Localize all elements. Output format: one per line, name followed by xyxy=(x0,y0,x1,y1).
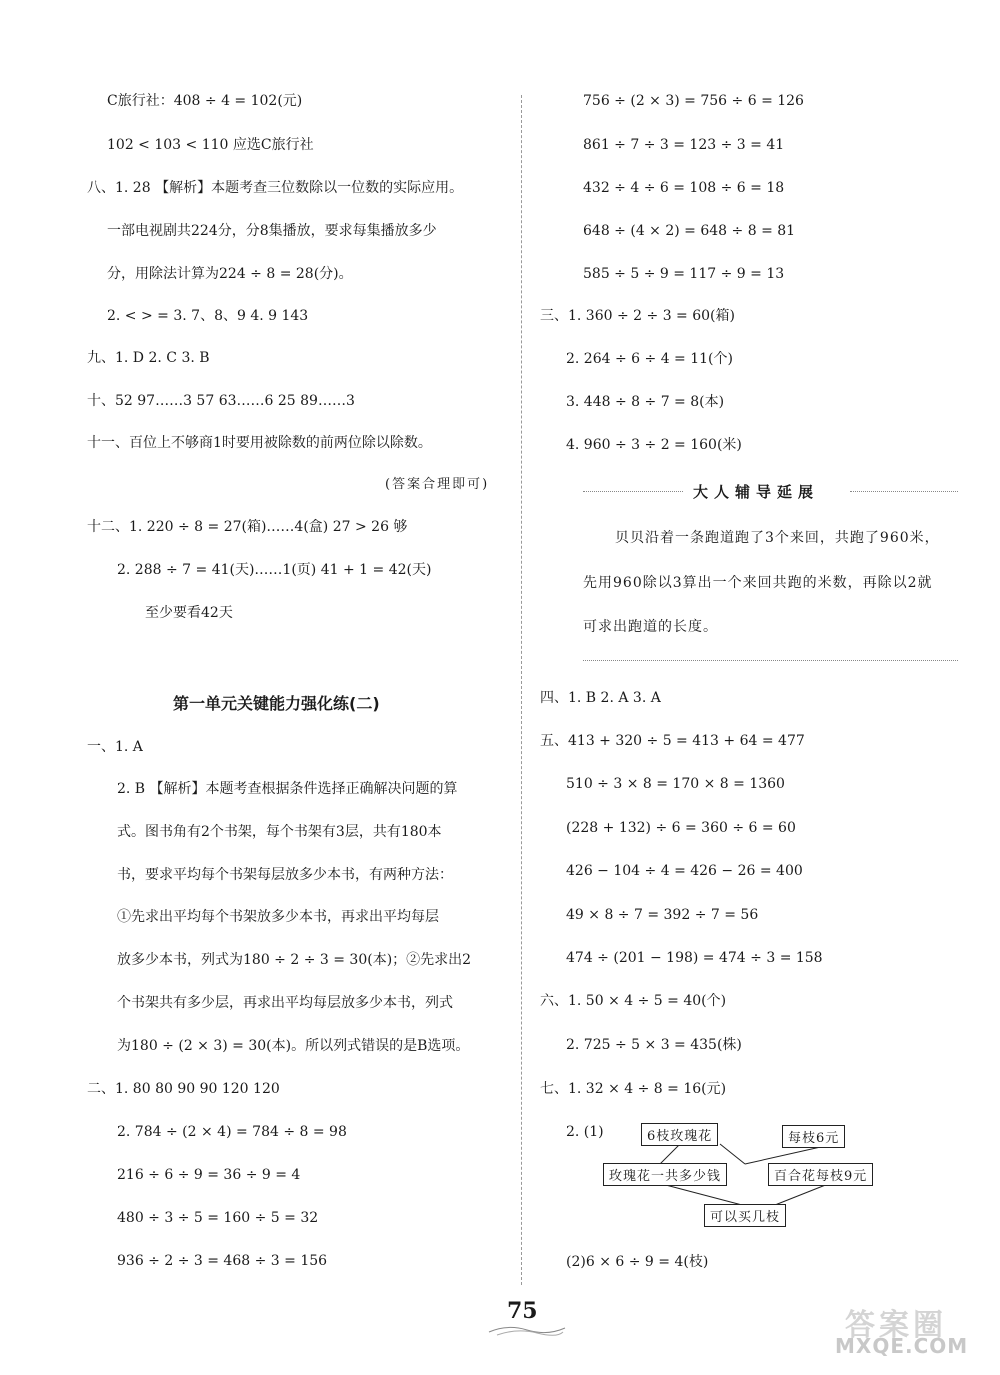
diagram-box-result: 可以买几枝 xyxy=(704,1204,786,1227)
answer-line: 2. 725 ÷ 5 × 3 = 435(株) xyxy=(566,1037,742,1053)
answer-line: 432 ÷ 4 ÷ 6 = 108 ÷ 6 = 18 xyxy=(583,180,785,196)
answer-line: 十、52 97……3 57 63……6 25 89……3 xyxy=(87,393,355,409)
answer-line: 4. 960 ÷ 3 ÷ 2 = 160(米) xyxy=(566,437,742,453)
answer-line: 102 < 103 < 110 应选C旅行社 xyxy=(107,137,314,153)
answer-line: 585 ÷ 5 ÷ 9 = 117 ÷ 9 = 13 xyxy=(583,266,785,282)
answer-line: 2. < > = 3. 7、8、9 4. 9 143 xyxy=(107,308,309,324)
answer-line: 2. 784 ÷ (2 × 4) = 784 ÷ 8 = 98 xyxy=(117,1124,347,1140)
diagram-box-rose-price: 每枝6元 xyxy=(782,1125,845,1148)
answer-line: 六、1. 50 × 4 ÷ 5 = 40(个) xyxy=(540,993,727,1009)
answer-line: 一部电视剧共224分，分8集播放，要求每集播放多少 xyxy=(107,223,437,239)
answer-line: 十一、百位上不够商1时要用被除数的前两位除以除数。 xyxy=(87,435,432,451)
answer-line: 三、1. 360 ÷ 2 ÷ 3 = 60(箱) xyxy=(540,308,735,324)
answer-line: 九、1. D 2. C 3. B xyxy=(87,350,210,366)
extension-line: 可求出跑道的长度。 xyxy=(583,619,718,635)
answer-line: 四、1. B 2. A 3. A xyxy=(540,690,661,706)
diagram-box-roses: 6枝玫瑰花 xyxy=(641,1123,718,1146)
answer-line: 为180 ÷ (2 × 3) = 30(本)。所以列式错误的是B选项。 xyxy=(117,1038,470,1054)
page-number: 75 xyxy=(507,1298,538,1324)
answer-line: 2. 264 ÷ 6 ÷ 4 = 11(个) xyxy=(566,351,733,367)
watermark-url: MXQE.COM xyxy=(835,1334,969,1358)
answer-line: ①先求出平均每个书架放多少本书，再求出平均每层 xyxy=(117,909,439,925)
answer-line: 放多少本书，列式为180 ÷ 2 ÷ 3 = 30(本)；②先求出2 xyxy=(117,952,472,968)
answer-line: 十二、1. 220 ÷ 8 = 27(箱)……4(盒) 27 > 26 够 xyxy=(87,519,408,535)
answer-line: 861 ÷ 7 ÷ 3 = 123 ÷ 3 = 41 xyxy=(583,137,785,153)
diagram-box-rose-total: 玫瑰花一共多少钱 xyxy=(603,1163,727,1186)
page-number-flourish xyxy=(487,1322,567,1338)
answer-line: 510 ÷ 3 × 8 = 170 × 8 = 1360 xyxy=(566,776,785,792)
answer-line: 2. (1) xyxy=(566,1124,604,1140)
answer-line: 式。图书角有2个书架，每个书架有3层，共有180本 xyxy=(117,824,442,840)
answer-line: (228 + 132) ÷ 6 = 360 ÷ 6 = 60 xyxy=(566,820,796,836)
answer-line: 七、1. 32 × 4 ÷ 8 = 16(元) xyxy=(540,1081,727,1097)
answer-line: 二、1. 80 80 90 90 120 120 xyxy=(87,1081,280,1097)
watermark-cn: 答案圈 xyxy=(845,1308,947,1343)
answer-line: 474 ÷ (201 − 198) = 474 ÷ 3 = 158 xyxy=(566,950,823,966)
answer-line: 756 ÷ (2 × 3) = 756 ÷ 6 = 126 xyxy=(583,93,804,109)
answer-line: 49 × 8 ÷ 7 = 392 ÷ 7 = 56 xyxy=(566,907,759,923)
answer-line: 分，用除法计算为224 ÷ 8 = 28(分)。 xyxy=(107,266,353,282)
answer-line: (2)6 × 6 ÷ 9 = 4(枝) xyxy=(566,1254,709,1270)
extension-title: 大人辅导延展 xyxy=(693,483,820,501)
section-title: 第一单元关键能力强化练(二) xyxy=(173,694,380,713)
extension-line: 贝贝沿着一条跑道跑了3个来回，共跑了960米， xyxy=(615,530,940,546)
answer-line: 书，要求平均每个书架每层放多少本书，有两种方法： xyxy=(117,867,453,883)
answer-line: 216 ÷ 6 ÷ 9 = 36 ÷ 9 = 4 xyxy=(117,1167,301,1183)
extension-line: 先用960除以3算出一个来回共跑的米数，再除以2就 xyxy=(583,575,933,591)
answer-note: (答案合理即可) xyxy=(385,477,490,492)
answer-line: 480 ÷ 3 ÷ 5 = 160 ÷ 5 = 32 xyxy=(117,1210,319,1226)
answer-line: 936 ÷ 2 ÷ 3 = 468 ÷ 3 = 156 xyxy=(117,1253,328,1269)
answer-line: 五、413 + 320 ÷ 5 = 413 + 64 = 477 xyxy=(540,733,805,749)
answer-line: 426 − 104 ÷ 4 = 426 − 26 = 400 xyxy=(566,863,803,879)
answer-line: 3. 448 ÷ 8 ÷ 7 = 8(本) xyxy=(566,394,725,410)
answer-line: 2. B 【解析】本题考查根据条件选择正确解决问题的算 xyxy=(117,781,458,797)
answer-line: 648 ÷ (4 × 2) = 648 ÷ 8 = 81 xyxy=(583,223,796,239)
answer-line: 八、1. 28 【解析】本题考查三位数除以一位数的实际应用。 xyxy=(87,180,464,196)
answer-line: 2. 288 ÷ 7 = 41(天)……1(页) 41 + 1 = 42(天) xyxy=(117,562,432,578)
diagram-box-lily-price: 百合花每枝9元 xyxy=(768,1163,873,1186)
answer-line: 个书架共有多少层，再求出平均每层放多少本书，列式 xyxy=(117,995,453,1011)
watermark-logo xyxy=(835,1300,990,1360)
answer-line: 一、1. A xyxy=(87,739,143,755)
answer-line: 至少要看42天 xyxy=(145,605,233,621)
answer-line: C旅行社：408 ÷ 4 = 102(元) xyxy=(107,93,303,109)
